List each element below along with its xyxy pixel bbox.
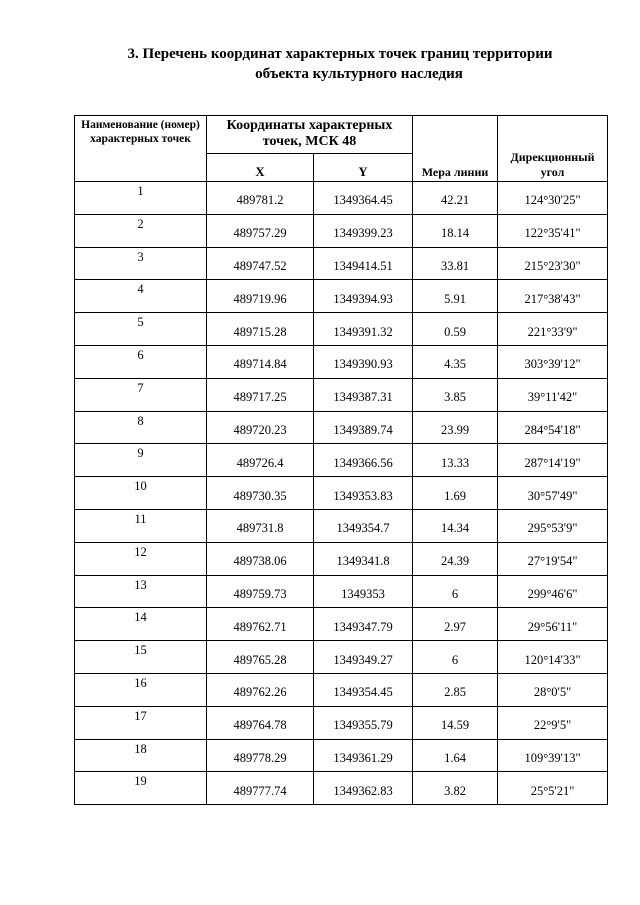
header-y: Y (314, 154, 413, 182)
point-number-cell: 9 (75, 444, 207, 477)
coord-x-cell: 489762.26 (207, 673, 314, 706)
direction-angle-cell: 30°57'49" (498, 477, 608, 510)
coord-y-cell: 1349387.31 (314, 378, 413, 411)
coord-y-cell: 1349391.32 (314, 313, 413, 346)
table-row (75, 542, 608, 575)
line-measure-cell: 2.97 (413, 608, 498, 641)
point-number-cell: 12 (75, 542, 207, 575)
coord-x-cell: 489726.4 (207, 444, 314, 477)
table-row (75, 313, 608, 346)
table-row (75, 673, 608, 706)
table-row (75, 706, 608, 739)
direction-angle-cell: 284°54'18" (498, 411, 608, 444)
point-number-cell: 5 (75, 313, 207, 346)
coord-y-cell: 1349362.83 (314, 772, 413, 805)
line-measure-cell: 6 (413, 575, 498, 608)
table-row (75, 182, 608, 215)
coord-x-cell: 489720.23 (207, 411, 314, 444)
table-row (75, 411, 608, 444)
table-row (75, 509, 608, 542)
table-row (75, 739, 608, 772)
direction-angle-cell: 39°11'42" (498, 378, 608, 411)
table-row (75, 608, 608, 641)
coord-x-cell: 489764.78 (207, 706, 314, 739)
table-row (75, 641, 608, 674)
coord-y-cell: 1349414.51 (314, 247, 413, 280)
point-number-cell: 19 (75, 772, 207, 805)
direction-angle-cell: 120°14'33" (498, 641, 608, 674)
title-line-2: объекта культурного наследия (255, 66, 463, 82)
direction-angle-cell: 25°5'21" (498, 772, 608, 805)
point-number-cell: 2 (75, 214, 207, 247)
line-measure-cell: 18.14 (413, 214, 498, 247)
direction-angle-cell: 122°35'41" (498, 214, 608, 247)
line-measure-cell: 33.81 (413, 247, 498, 280)
direction-angle-cell: 28°0'5" (498, 673, 608, 706)
coord-x-cell: 489759.73 (207, 575, 314, 608)
header-x: X (207, 154, 314, 182)
coord-x-cell: 489778.29 (207, 739, 314, 772)
header-coordinates: Координаты характерных точек, МСК 48 (207, 116, 413, 154)
line-measure-cell: 14.59 (413, 706, 498, 739)
direction-angle-cell: 217°38'43" (498, 280, 608, 313)
table-row (75, 280, 608, 313)
table-row (75, 575, 608, 608)
coord-x-cell: 489777.74 (207, 772, 314, 805)
coord-y-cell: 1349354.45 (314, 673, 413, 706)
direction-angle-cell: 27°19'54" (498, 542, 608, 575)
line-measure-cell: 6 (413, 641, 498, 674)
direction-angle-cell: 299°46'6" (498, 575, 608, 608)
coord-x-cell: 489731.8 (207, 509, 314, 542)
coord-y-cell: 1349390.93 (314, 345, 413, 378)
coord-y-cell: 1349353 (314, 575, 413, 608)
point-number-cell: 15 (75, 641, 207, 674)
direction-angle-cell: 303°39'12" (498, 345, 608, 378)
line-measure-cell: 4.35 (413, 345, 498, 378)
coord-x-cell: 489714.84 (207, 345, 314, 378)
coord-x-cell: 489738.06 (207, 542, 314, 575)
line-measure-cell: 0.59 (413, 313, 498, 346)
table-row (75, 247, 608, 280)
coord-y-cell: 1349347.79 (314, 608, 413, 641)
line-measure-cell: 3.85 (413, 378, 498, 411)
coord-y-cell: 1349389.74 (314, 411, 413, 444)
direction-angle-cell: 215°23'30" (498, 247, 608, 280)
table-row (75, 214, 608, 247)
table-row (75, 444, 608, 477)
header-point-name: Наименование (номер) характерных точек (75, 116, 207, 182)
coord-y-cell: 1349349.27 (314, 641, 413, 674)
point-number-cell: 10 (75, 477, 207, 510)
line-measure-cell: 1.64 (413, 739, 498, 772)
direction-angle-cell: 221°33'9" (498, 313, 608, 346)
line-measure-cell: 1.69 (413, 477, 498, 510)
line-measure-cell: 14.34 (413, 509, 498, 542)
coord-x-cell: 489757.29 (207, 214, 314, 247)
point-number-cell: 13 (75, 575, 207, 608)
coord-x-cell: 489715.28 (207, 313, 314, 346)
point-number-cell: 18 (75, 739, 207, 772)
line-measure-cell: 3.82 (413, 772, 498, 805)
line-measure-cell: 13.33 (413, 444, 498, 477)
point-number-cell: 4 (75, 280, 207, 313)
coord-y-cell: 1349355.79 (314, 706, 413, 739)
coordinates-table (74, 115, 608, 805)
coord-y-cell: 1349353.83 (314, 477, 413, 510)
point-number-cell: 3 (75, 247, 207, 280)
table-row (75, 345, 608, 378)
point-number-cell: 6 (75, 345, 207, 378)
point-number-cell: 17 (75, 706, 207, 739)
coord-y-cell: 1349394.93 (314, 280, 413, 313)
title-line-1: 3. Перечень координат характерных точек границ территории (127, 46, 553, 62)
coord-x-cell: 489781.2 (207, 182, 314, 215)
coord-y-cell: 1349364.45 (314, 182, 413, 215)
header-line-measure: Мера линии (413, 116, 498, 182)
direction-angle-cell: 287°14'19" (498, 444, 608, 477)
direction-angle-cell: 124°30'25" (498, 182, 608, 215)
point-number-cell: 7 (75, 378, 207, 411)
line-measure-cell: 5.91 (413, 280, 498, 313)
point-number-cell: 8 (75, 411, 207, 444)
coord-y-cell: 1349341.8 (314, 542, 413, 575)
coord-x-cell: 489765.28 (207, 641, 314, 674)
point-number-cell: 14 (75, 608, 207, 641)
direction-angle-cell: 109°39'13" (498, 739, 608, 772)
point-number-cell: 11 (75, 509, 207, 542)
direction-angle-cell: 29°56'11" (498, 608, 608, 641)
coord-y-cell: 1349399.23 (314, 214, 413, 247)
point-number-cell: 1 (75, 182, 207, 215)
coord-x-cell: 489747.52 (207, 247, 314, 280)
table-row (75, 772, 608, 805)
header-direction-angle: Дирекционный угол (498, 116, 608, 182)
direction-angle-cell: 22°9'5" (498, 706, 608, 739)
point-number-cell: 16 (75, 673, 207, 706)
table-row (75, 378, 608, 411)
coord-x-cell: 489762.71 (207, 608, 314, 641)
document-title (0, 44, 640, 84)
coord-x-cell: 489719.96 (207, 280, 314, 313)
direction-angle-cell: 295°53'9" (498, 509, 608, 542)
coord-y-cell: 1349354.7 (314, 509, 413, 542)
line-measure-cell: 24.39 (413, 542, 498, 575)
coord-x-cell: 489730.35 (207, 477, 314, 510)
line-measure-cell: 23.99 (413, 411, 498, 444)
coord-x-cell: 489717.25 (207, 378, 314, 411)
line-measure-cell: 2.85 (413, 673, 498, 706)
table-row (75, 477, 608, 510)
coord-y-cell: 1349361.29 (314, 739, 413, 772)
coord-y-cell: 1349366.56 (314, 444, 413, 477)
line-measure-cell: 42.21 (413, 182, 498, 215)
